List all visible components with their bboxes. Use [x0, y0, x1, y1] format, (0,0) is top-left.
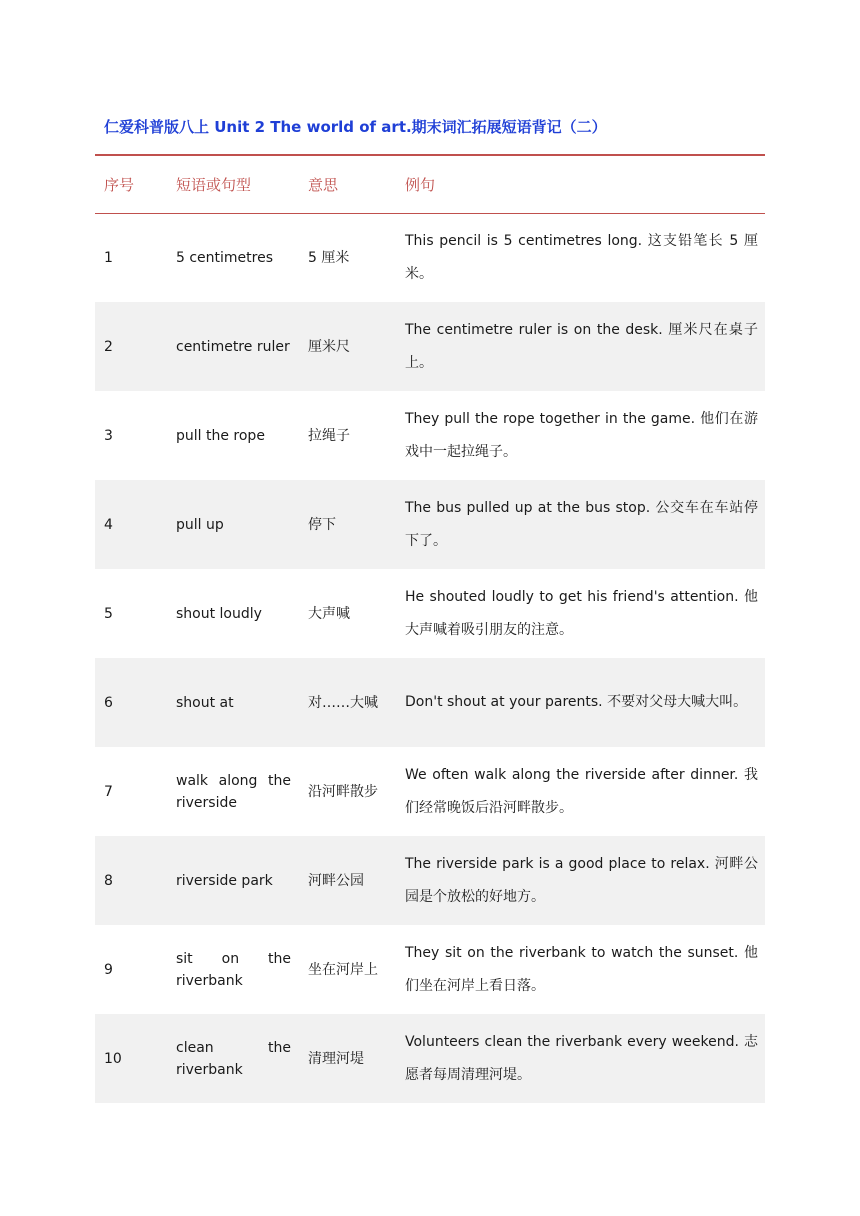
table-row [95, 836, 765, 925]
table-row [95, 480, 765, 569]
row-number: 1 [104, 249, 113, 266]
row-number: 5 [104, 605, 113, 622]
row-number: 10 [95, 1014, 167, 1103]
row-example: The riverside park is a good place to relax. 河畔公园是个放松的好地方。 [396, 836, 765, 925]
row-number: 8 [95, 836, 167, 925]
row-meaning: 清理河堤 [299, 1014, 396, 1103]
table-row [95, 302, 765, 391]
row-meaning: 河畔公园 [299, 836, 396, 925]
row-phrase: pull the rope [176, 427, 265, 444]
row-phrase: shout loudly [176, 605, 262, 622]
row-example: He shouted loudly to get his friend's attention. 他大声喊着吸引朋友的注意。 [405, 588, 758, 638]
row-example: Don't shout at your parents. 不要对父母大喊大叫。 [396, 658, 765, 747]
table-row [95, 569, 765, 658]
row-number: 2 [95, 302, 167, 391]
table-row [95, 747, 765, 836]
table-row [95, 213, 765, 302]
row-example: Volunteers clean the riverbank every weekend. 志愿者每周清理河堤。 [396, 1014, 765, 1103]
document-title: 仁爱科普版八上 Unit 2 The world of art.期末词汇拓展短语背记（二） [104, 118, 607, 136]
row-meaning: 对……大喊 [299, 658, 396, 747]
row-phrase: sit on the riverbank [176, 950, 291, 989]
row-example: They pull the rope together in the game. 他们在游戏中一起拉绳子。 [405, 410, 758, 460]
row-number: 3 [104, 427, 113, 444]
row-meaning: 拉绳子 [308, 427, 350, 444]
row-example: The centimetre ruler is on the desk. 厘米尺在桌子上。 [396, 302, 765, 391]
row-meaning: 坐在河岸上 [308, 961, 378, 978]
row-meaning: 大声喊 [308, 605, 350, 622]
row-phrase: clean the riverbank [167, 1014, 299, 1103]
header-meaning: 意思 [299, 155, 396, 213]
row-phrase: 5 centimetres [176, 249, 274, 266]
row-number: 4 [95, 480, 167, 569]
row-example: This pencil is 5 centimetres long. 这支铅笔长 5 厘米。 [405, 232, 758, 282]
table-row [95, 1014, 765, 1103]
header-phrase: 短语或句型 [167, 155, 299, 213]
table-row [95, 391, 765, 480]
row-meaning: 5 厘米 [308, 249, 350, 266]
table-row [95, 658, 765, 747]
row-number: 9 [104, 961, 113, 978]
row-meaning: 沿河畔散步 [308, 783, 378, 800]
header-number: 序号 [95, 155, 167, 213]
row-phrase: walk along the riverside [176, 772, 291, 811]
row-phrase: pull up [167, 480, 299, 569]
table-row [95, 925, 765, 1014]
row-example: They sit on the riverbank to watch the sunset. 他们坐在河岸上看日落。 [405, 944, 758, 994]
vocabulary-table [95, 154, 765, 1103]
row-number: 6 [95, 658, 167, 747]
header-example: 例句 [396, 155, 765, 213]
row-phrase: centimetre ruler [167, 302, 299, 391]
table-header-row [95, 155, 765, 213]
row-number: 7 [104, 783, 113, 800]
row-meaning: 厘米尺 [299, 302, 396, 391]
row-phrase: riverside park [167, 836, 299, 925]
row-phrase: shout at [167, 658, 299, 747]
row-example: The bus pulled up at the bus stop. 公交车在车站停下了。 [396, 480, 765, 569]
row-example: We often walk along the riverside after dinner. 我们经常晚饭后沿河畔散步。 [405, 766, 758, 816]
row-meaning: 停下 [299, 480, 396, 569]
